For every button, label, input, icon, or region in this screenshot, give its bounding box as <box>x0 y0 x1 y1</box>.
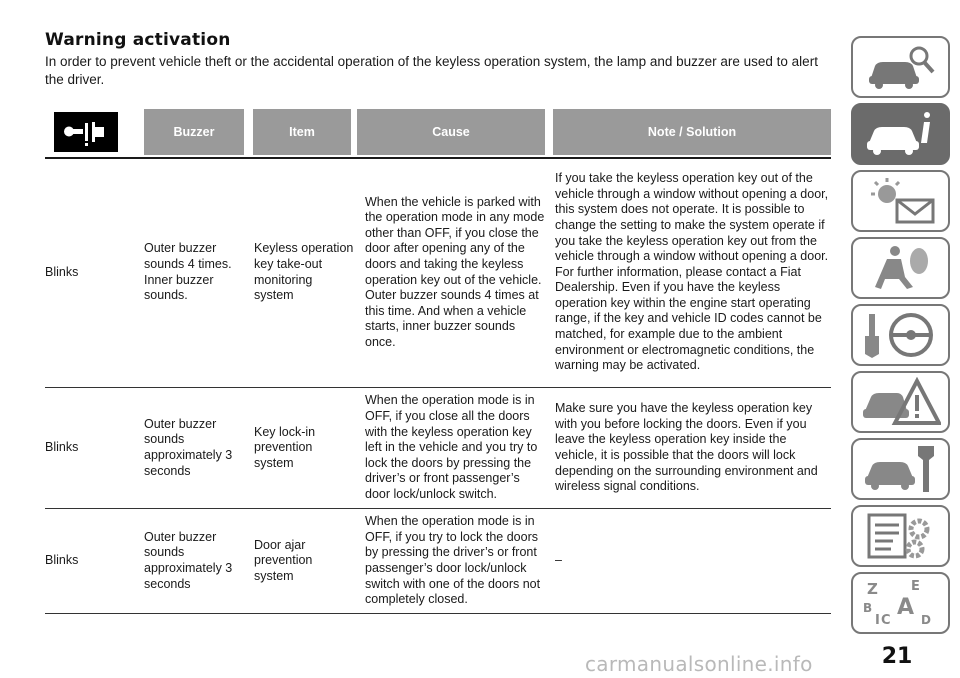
buzzer-cell: Outer buzzer sounds 4 times. Inner buzzer sounds. <box>144 241 232 303</box>
section-heading: Warning activation <box>45 30 231 50</box>
tab-car-info[interactable] <box>851 103 950 165</box>
lamp-cell: Blinks <box>45 440 79 455</box>
tab-warning-lights[interactable] <box>851 170 950 232</box>
buzzer-cell: Outer buzzer sounds approximately 3 seconds <box>144 529 233 591</box>
cause-cell: When the vehicle is parked with the operation mode in any mode other than OFF, if you close the door after opening any of the doors and taking the keyless operation key out of the vehicle. Outer buzzer sounds 4 times at this time. And when a vehicle starts, inner buzzer sounds once. <box>365 194 545 349</box>
header-note-solution: Note / Solution <box>553 109 831 155</box>
svg-text:E: E <box>910 579 920 594</box>
tab-servicing[interactable] <box>851 438 950 500</box>
tab-safety[interactable] <box>851 237 950 299</box>
page-number: 21 <box>881 644 913 669</box>
item-cell: Keyless operation key take-out monitoring system <box>254 241 354 303</box>
car-warning-triangle-icon <box>861 377 941 427</box>
car-info-icon <box>861 109 941 159</box>
cause-cell: When the operation mode is in OFF, if you try to lock the doors by pressing the driver’s or front passenger’s door lock/unlock switch with one of the doors not completely closed. <box>365 514 541 607</box>
warning-table <box>45 109 831 607</box>
car-search-icon <box>861 42 941 92</box>
svg-text:D: D <box>920 613 931 627</box>
note-cell: – <box>555 553 562 568</box>
tab-index[interactable] <box>851 572 950 634</box>
seatbelt-airbag-icon <box>861 243 941 293</box>
buzzer-cell: Outer buzzer sounds approximately 3 seconds <box>144 416 233 478</box>
table-row <box>45 509 831 614</box>
header-cause: Cause <box>357 109 545 155</box>
svg-text:A: A <box>896 595 914 620</box>
key-warning-icon <box>54 112 118 152</box>
svg-text:Z: Z <box>866 580 878 598</box>
warning-light-message-icon <box>861 176 941 226</box>
svg-text:B: B <box>862 601 872 615</box>
lamp-cell: Blinks <box>45 264 79 279</box>
item-cell: Door ajar prevention system <box>254 537 313 583</box>
tab-starting-driving[interactable] <box>851 304 950 366</box>
tab-car-search[interactable] <box>851 36 950 98</box>
svg-text:C: C <box>880 613 891 628</box>
svg-text:I: I <box>874 613 880 628</box>
intro-paragraph: In order to prevent vehicle theft or the accidental operation of the keyless operation system, the lamp and buzzer are used to alert the driver. <box>45 54 818 87</box>
note-cell: Make sure you have the keyless operation key with you before locking the doors. Even if you leave the keyless operation key inside the vehicle, it is possible that the doors will lock depending on the surrounding environment and wireless signal conditions. <box>555 401 818 494</box>
key-steering-wheel-icon <box>861 310 941 360</box>
alphabet-index-icon <box>861 578 941 628</box>
item-cell: Key lock-in prevention system <box>254 424 316 470</box>
tab-emergency[interactable] <box>851 371 950 433</box>
watermark: carmanualsonline.info <box>585 652 813 676</box>
header-item: Item <box>253 109 351 155</box>
table-header <box>45 109 831 159</box>
specs-gears-icon <box>861 511 941 561</box>
note-cell: If you take the keyless operation key out of the vehicle through a window without opening a door, this system does not operate. It is possible to change the setting to make the system operate if you take the keyless operation key out from the vehicle through a window without opening a door. For further information, please contact a Fiat Dealership. Even if you have the keyless operation key within the engine start operating range, if the key and vehicle ID codes cannot be matched, for example due to the ambient environment or electromagnetic conditions, the warning may be activated. <box>555 171 829 373</box>
car-wrench-icon <box>861 444 941 494</box>
tab-technical-specs[interactable] <box>851 505 950 567</box>
cause-cell: When the operation mode is in OFF, if you close all the doors with the keyless operation key left in the vehicle and you try to lock the doors by pressing the driver’s or front passenger’s door lock/unlock switch. <box>365 393 538 501</box>
table-row <box>45 388 831 509</box>
table-row <box>45 158 831 388</box>
lamp-cell: Blinks <box>45 553 79 568</box>
header-buzzer: Buzzer <box>144 109 244 155</box>
